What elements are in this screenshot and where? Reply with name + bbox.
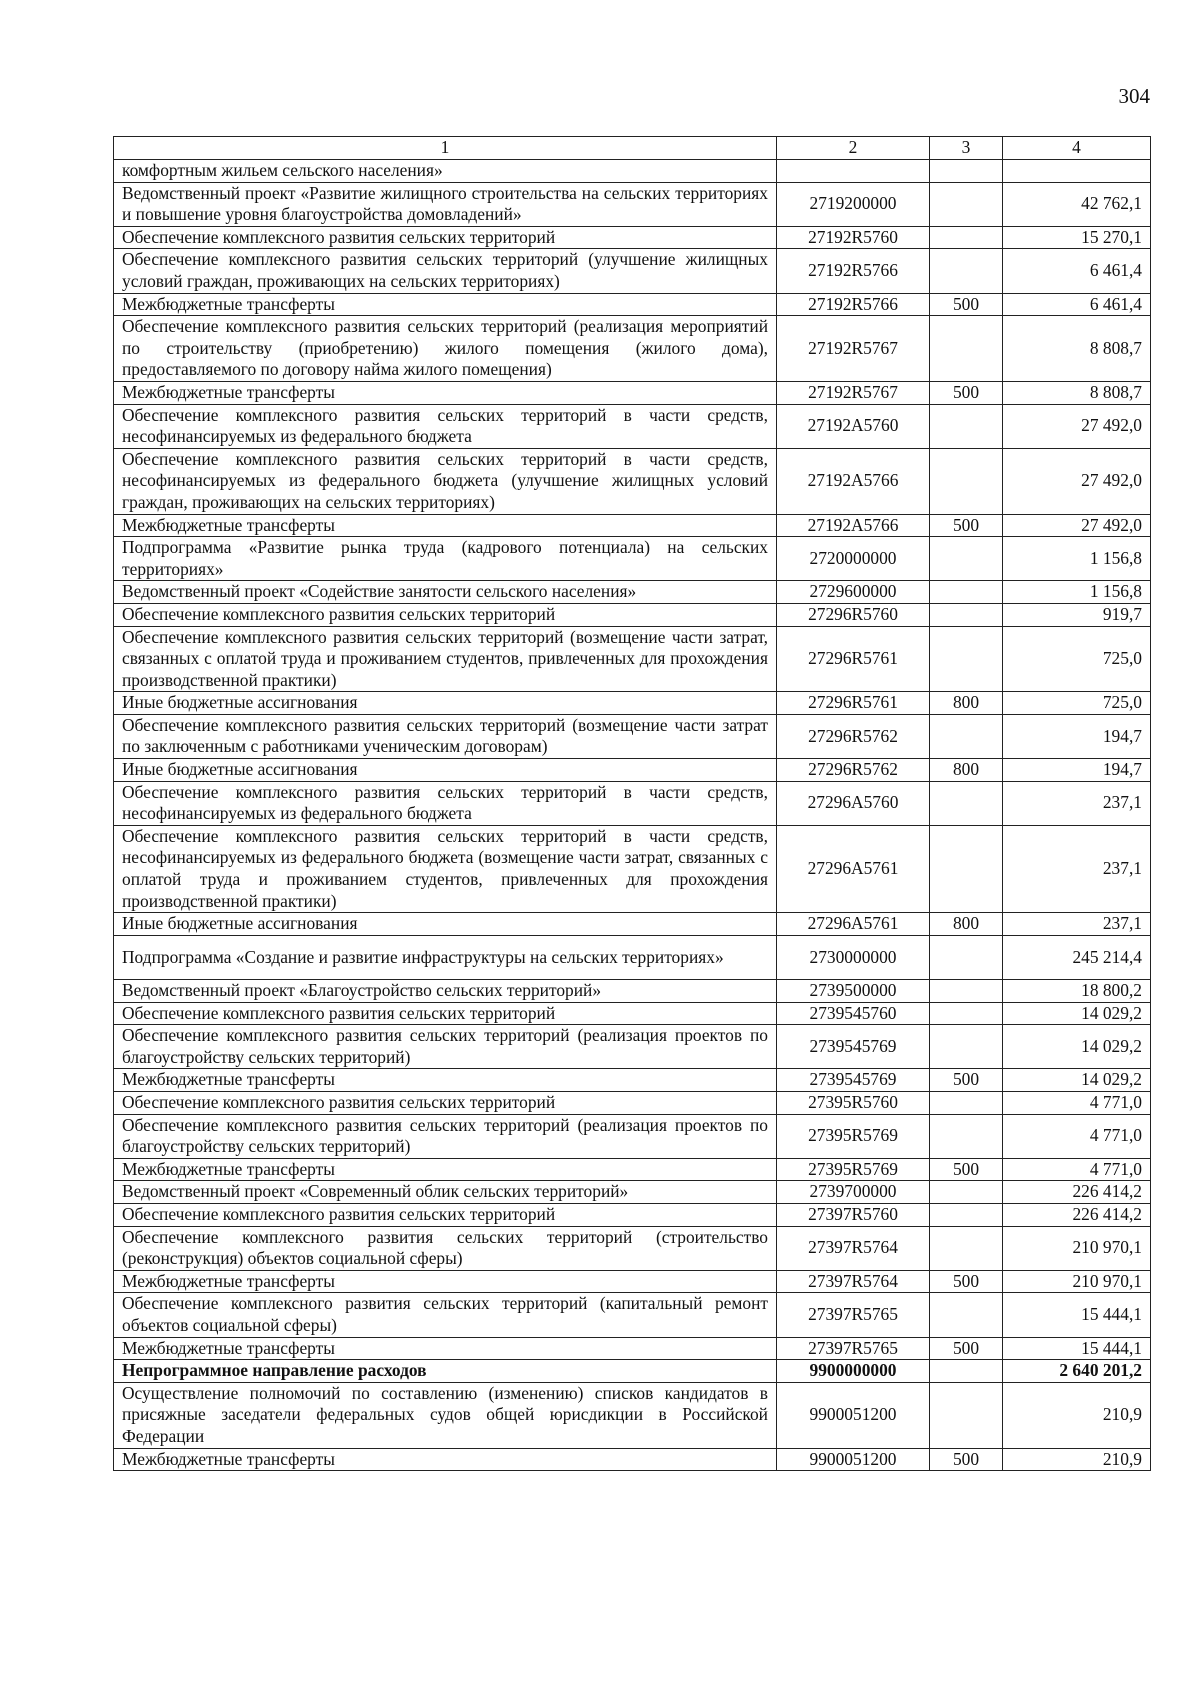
table-row: [114, 182, 1151, 226]
row-code: 2720000000: [777, 537, 930, 581]
row-expense-type: [930, 1092, 1003, 1115]
row-expense-type: [930, 980, 1003, 1003]
table-row: [114, 935, 1151, 979]
row-code: 27395R5769: [777, 1114, 930, 1158]
table-row: [114, 825, 1151, 912]
row-amount: 15 444,1: [1003, 1337, 1151, 1360]
row-amount: 226 414,2: [1003, 1203, 1151, 1226]
row-expense-type: [930, 781, 1003, 825]
row-expense-type: [930, 1360, 1003, 1383]
row-expense-type: 500: [930, 1270, 1003, 1293]
table-row: [114, 1226, 1151, 1270]
row-amount: 194,7: [1003, 714, 1151, 758]
row-expense-type: [930, 404, 1003, 448]
table-row: [114, 404, 1151, 448]
row-description: Подпрограмма «Развитие рынка труда (кадрового потенциала) на сельских территориях»: [114, 537, 777, 581]
row-amount: 2 640 201,2: [1003, 1360, 1151, 1383]
row-description: Подпрограмма «Создание и развитие инфраструктуры на сельских территориях»: [114, 935, 777, 979]
row-code: 27397R5765: [777, 1293, 930, 1337]
row-expense-type: 800: [930, 913, 1003, 936]
row-amount: 14 029,2: [1003, 1069, 1151, 1092]
table-row: [114, 448, 1151, 514]
table-row: [114, 316, 1151, 382]
row-code: 27192R5760: [777, 226, 930, 249]
row-code: 2730000000: [777, 935, 930, 979]
row-amount: 210,9: [1003, 1448, 1151, 1471]
row-amount: 8 808,7: [1003, 381, 1151, 404]
table-row: [114, 1337, 1151, 1360]
row-description: Межбюджетные трансферты: [114, 1158, 777, 1181]
row-description: Обеспечение комплексного развития сельских территорий: [114, 226, 777, 249]
row-amount: 27 492,0: [1003, 404, 1151, 448]
row-amount: 210 970,1: [1003, 1226, 1151, 1270]
table-row: [114, 1448, 1151, 1471]
row-expense-type: [930, 226, 1003, 249]
row-description: Ведомственный проект «Благоустройство сельских территорий»: [114, 980, 777, 1003]
row-description: Иные бюджетные ассигнования: [114, 913, 777, 936]
row-amount: 194,7: [1003, 759, 1151, 782]
table-row: [114, 160, 1151, 183]
row-description: комфортным жильем сельского населения»: [114, 160, 777, 183]
column-header-3: 3: [930, 137, 1003, 160]
table-row: [114, 537, 1151, 581]
row-amount: 8 808,7: [1003, 316, 1151, 382]
row-code: 27296R5762: [777, 714, 930, 758]
row-expense-type: [930, 448, 1003, 514]
row-description: Межбюджетные трансферты: [114, 293, 777, 316]
row-expense-type: [930, 825, 1003, 912]
row-code: 27192A5760: [777, 404, 930, 448]
table-row: [114, 1270, 1151, 1293]
row-amount: 237,1: [1003, 913, 1151, 936]
table-row: [114, 1203, 1151, 1226]
row-expense-type: [930, 603, 1003, 626]
row-description: Обеспечение комплексного развития сельских территорий: [114, 1002, 777, 1025]
row-expense-type: [930, 935, 1003, 979]
row-code: 27296R5760: [777, 603, 930, 626]
row-expense-type: [930, 316, 1003, 382]
row-description: Ведомственный проект «Современный облик сельских территорий»: [114, 1181, 777, 1204]
row-description: Обеспечение комплексного развития сельских территорий (реализация проектов по благоустройству сельских территорий): [114, 1114, 777, 1158]
row-description: Межбюджетные трансферты: [114, 1448, 777, 1471]
table-row: [114, 692, 1151, 715]
table-row: [114, 1360, 1151, 1383]
table-row: [114, 1114, 1151, 1158]
row-amount: 245 214,4: [1003, 935, 1151, 979]
row-code: 9900000000: [777, 1360, 930, 1383]
table-row: [114, 759, 1151, 782]
row-expense-type: 800: [930, 759, 1003, 782]
table-row: [114, 1293, 1151, 1337]
row-description: Обеспечение комплексного развития сельских территорий (возмещение части затрат по заключенным с работниками ученическим договорам): [114, 714, 777, 758]
column-header-4: 4: [1003, 137, 1151, 160]
row-expense-type: 500: [930, 1448, 1003, 1471]
row-description: Обеспечение комплексного развития сельских территорий в части средств, несофинансируемых из федерального бюджета: [114, 404, 777, 448]
row-description: Обеспечение комплексного развития сельских территорий (строительство (реконструкция) объектов социальной сферы): [114, 1226, 777, 1270]
row-amount: 6 461,4: [1003, 249, 1151, 293]
page-number: 304: [1118, 84, 1150, 108]
row-code: 27296R5761: [777, 692, 930, 715]
row-amount: 4 771,0: [1003, 1092, 1151, 1115]
row-description: Обеспечение комплексного развития сельских территорий: [114, 1203, 777, 1226]
row-expense-type: [930, 1114, 1003, 1158]
row-amount: 1 156,8: [1003, 537, 1151, 581]
table-row: [114, 714, 1151, 758]
row-code: 27397R5765: [777, 1337, 930, 1360]
table-row: [114, 226, 1151, 249]
row-description: Обеспечение комплексного развития сельских территорий в части средств, несофинансируемых из федерального бюджета (возмещение части затрат, связанных с оплатой труда и проживанием студентов, привлеченных для прохождения производственной практики): [114, 825, 777, 912]
row-code: 27397R5764: [777, 1226, 930, 1270]
row-amount: 4 771,0: [1003, 1114, 1151, 1158]
table-row: [114, 980, 1151, 1003]
row-description: Обеспечение комплексного развития сельских территорий (возмещение части затрат, связанных с оплатой труда и проживанием студентов, привлеченных для прохождения производственной практики): [114, 626, 777, 692]
row-description: Осуществление полномочий по составлению (изменению) списков кандидатов в присяжные заседатели федеральных судов общей юрисдикции в Российской Федерации: [114, 1382, 777, 1448]
table-row: [114, 293, 1151, 316]
row-description: Обеспечение комплексного развития сельских территорий в части средств, несофинансируемых из федерального бюджета (улучшение жилищных условий граждан, проживающих на сельских территориях): [114, 448, 777, 514]
row-description: Межбюджетные трансферты: [114, 514, 777, 537]
row-code: 2739545769: [777, 1069, 930, 1092]
row-description: Ведомственный проект «Содействие занятости сельского населения»: [114, 581, 777, 604]
table-row: [114, 514, 1151, 537]
row-amount: 27 492,0: [1003, 514, 1151, 537]
row-expense-type: [930, 537, 1003, 581]
row-expense-type: 500: [930, 514, 1003, 537]
row-code: 2739700000: [777, 1181, 930, 1204]
row-code: 2739500000: [777, 980, 930, 1003]
table-row: [114, 1002, 1151, 1025]
row-expense-type: [930, 1226, 1003, 1270]
row-code: 27397R5764: [777, 1270, 930, 1293]
table-row: [114, 1069, 1151, 1092]
row-code: 9900051200: [777, 1448, 930, 1471]
row-expense-type: [930, 1382, 1003, 1448]
table-row: [114, 913, 1151, 936]
row-description: Обеспечение комплексного развития сельских территорий: [114, 1092, 777, 1115]
row-amount: 237,1: [1003, 781, 1151, 825]
row-expense-type: [930, 182, 1003, 226]
row-expense-type: [930, 1293, 1003, 1337]
row-description: Обеспечение комплексного развития сельских территорий в части средств, несофинансируемых из федерального бюджета: [114, 781, 777, 825]
row-amount: 237,1: [1003, 825, 1151, 912]
row-expense-type: [930, 1002, 1003, 1025]
row-code: 9900051200: [777, 1382, 930, 1448]
row-description: Обеспечение комплексного развития сельских территорий (реализация мероприятий по строительству (приобретению) жилого помещения (жилого дома), предоставляемого по договору найма жилого помещения): [114, 316, 777, 382]
row-description: Непрограммное направление расходов: [114, 1360, 777, 1383]
row-description: Обеспечение комплексного развития сельских территорий (реализация проектов по благоустройству сельских территорий): [114, 1025, 777, 1069]
table-row: [114, 1092, 1151, 1115]
row-code: 2729600000: [777, 581, 930, 604]
row-amount: 15 444,1: [1003, 1293, 1151, 1337]
row-expense-type: [930, 626, 1003, 692]
row-amount: 1 156,8: [1003, 581, 1151, 604]
row-amount: [1003, 160, 1151, 183]
row-expense-type: [930, 1203, 1003, 1226]
row-expense-type: [930, 1181, 1003, 1204]
row-expense-type: 500: [930, 293, 1003, 316]
table-row: [114, 381, 1151, 404]
table-row: [114, 603, 1151, 626]
row-code: 27397R5760: [777, 1203, 930, 1226]
row-description: Иные бюджетные ассигнования: [114, 692, 777, 715]
row-code: 27296A5761: [777, 825, 930, 912]
row-description: Ведомственный проект «Развитие жилищного строительства на сельских территориях и повышение уровня благоустройства домовладений»: [114, 182, 777, 226]
row-code: 27192R5767: [777, 381, 930, 404]
table-row: [114, 249, 1151, 293]
row-amount: 14 029,2: [1003, 1002, 1151, 1025]
row-amount: 15 270,1: [1003, 226, 1151, 249]
row-description: Межбюджетные трансферты: [114, 1270, 777, 1293]
row-code: 27296R5761: [777, 626, 930, 692]
row-description: Межбюджетные трансферты: [114, 1337, 777, 1360]
row-code: 2739545760: [777, 1002, 930, 1025]
row-expense-type: 500: [930, 1337, 1003, 1360]
row-amount: 919,7: [1003, 603, 1151, 626]
row-code: 2739545769: [777, 1025, 930, 1069]
row-expense-type: [930, 160, 1003, 183]
table-row: [114, 626, 1151, 692]
row-code: 27192A5766: [777, 448, 930, 514]
row-expense-type: 800: [930, 692, 1003, 715]
row-amount: 725,0: [1003, 626, 1151, 692]
row-code: 27296R5762: [777, 759, 930, 782]
row-code: [777, 160, 930, 183]
budget-table: [113, 136, 1151, 1471]
row-amount: 210,9: [1003, 1382, 1151, 1448]
column-header-2: 2: [777, 137, 930, 160]
table-row: [114, 1382, 1151, 1448]
row-amount: 14 029,2: [1003, 1025, 1151, 1069]
row-code: 27192R5767: [777, 316, 930, 382]
row-amount: 27 492,0: [1003, 448, 1151, 514]
row-amount: 18 800,2: [1003, 980, 1151, 1003]
row-expense-type: [930, 249, 1003, 293]
row-amount: 210 970,1: [1003, 1270, 1151, 1293]
row-code: 2719200000: [777, 182, 930, 226]
table-row: [114, 1181, 1151, 1204]
row-expense-type: [930, 581, 1003, 604]
row-expense-type: 500: [930, 1158, 1003, 1181]
row-expense-type: [930, 1025, 1003, 1069]
row-amount: 42 762,1: [1003, 182, 1151, 226]
row-description: Обеспечение комплексного развития сельских территорий (капитальный ремонт объектов социальной сферы): [114, 1293, 777, 1337]
table-row: [114, 1025, 1151, 1069]
column-header-1: 1: [114, 137, 777, 160]
row-expense-type: 500: [930, 381, 1003, 404]
row-code: 27192A5766: [777, 514, 930, 537]
row-expense-type: [930, 714, 1003, 758]
row-amount: 725,0: [1003, 692, 1151, 715]
row-code: 27395R5769: [777, 1158, 930, 1181]
row-code: 27395R5760: [777, 1092, 930, 1115]
table-header-row: [114, 137, 1151, 160]
row-amount: 6 461,4: [1003, 293, 1151, 316]
row-amount: 4 771,0: [1003, 1158, 1151, 1181]
row-description: Иные бюджетные ассигнования: [114, 759, 777, 782]
row-code: 27192R5766: [777, 249, 930, 293]
row-description: Обеспечение комплексного развития сельских территорий: [114, 603, 777, 626]
row-code: 27296A5761: [777, 913, 930, 936]
row-amount: 226 414,2: [1003, 1181, 1151, 1204]
row-expense-type: 500: [930, 1069, 1003, 1092]
row-code: 27296A5760: [777, 781, 930, 825]
table-row: [114, 1158, 1151, 1181]
row-description: Межбюджетные трансферты: [114, 1069, 777, 1092]
row-description: Межбюджетные трансферты: [114, 381, 777, 404]
row-code: 27192R5766: [777, 293, 930, 316]
table-row: [114, 581, 1151, 604]
table-row: [114, 781, 1151, 825]
row-description: Обеспечение комплексного развития сельских территорий (улучшение жилищных условий граждан, проживающих на сельских территориях): [114, 249, 777, 293]
